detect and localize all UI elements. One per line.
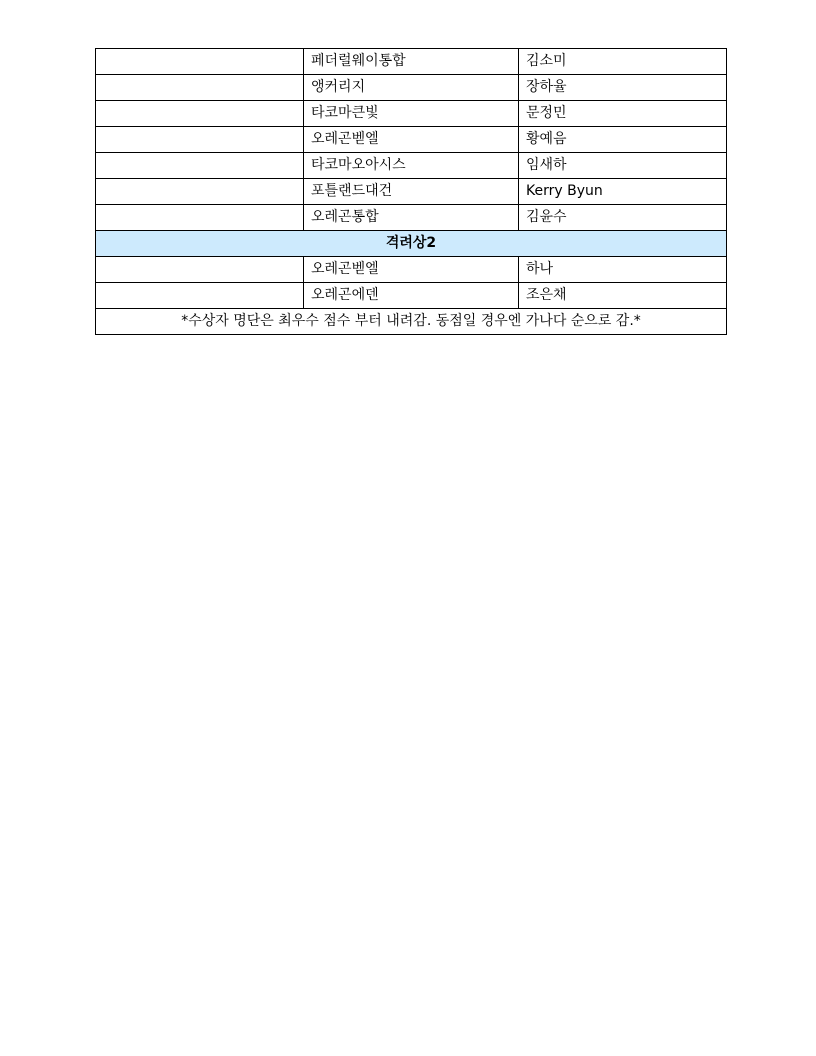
name-cell: 황예음 xyxy=(519,127,727,153)
church-cell: 타코마오아시스 xyxy=(304,153,519,179)
table-row xyxy=(96,49,727,75)
table-row xyxy=(96,257,727,283)
name-cell: Kerry Byun xyxy=(519,179,727,205)
award-cell xyxy=(96,127,304,153)
name-cell: 하나 xyxy=(519,257,727,283)
church-cell: 포틀랜드대건 xyxy=(304,179,519,205)
award-cell xyxy=(96,257,304,283)
award-cell xyxy=(96,283,304,309)
name-cell: 김소미 xyxy=(519,49,727,75)
award-cell xyxy=(96,153,304,179)
section-header-row xyxy=(96,231,727,257)
name-cell: 문정민 xyxy=(519,101,727,127)
church-cell: 오레곤벧엘 xyxy=(304,127,519,153)
church-cell: 페더럴웨이통합 xyxy=(304,49,519,75)
footnote-text: *수상자 명단은 최우수 점수 부터 내려감. 동점일 경우엔 가나다 순으로 감.* xyxy=(96,309,727,335)
church-cell: 오레곤에덴 xyxy=(304,283,519,309)
name-cell: 조은채 xyxy=(519,283,727,309)
table-row xyxy=(96,127,727,153)
section-title: 격려상2 xyxy=(96,231,727,257)
footnote-row xyxy=(96,309,727,335)
name-cell: 임새하 xyxy=(519,153,727,179)
name-cell: 장하율 xyxy=(519,75,727,101)
table-row xyxy=(96,179,727,205)
table-row xyxy=(96,283,727,309)
table-row xyxy=(96,75,727,101)
award-cell xyxy=(96,205,304,231)
table-row xyxy=(96,101,727,127)
awards-table xyxy=(95,48,727,335)
award-cell xyxy=(96,75,304,101)
name-cell: 김윤수 xyxy=(519,205,727,231)
church-cell: 앵커리지 xyxy=(304,75,519,101)
church-cell: 오레곤통합 xyxy=(304,205,519,231)
table-row xyxy=(96,205,727,231)
church-cell: 타코마큰빛 xyxy=(304,101,519,127)
table-row xyxy=(96,153,727,179)
church-cell: 오레곤벧엘 xyxy=(304,257,519,283)
award-cell xyxy=(96,101,304,127)
award-cell xyxy=(96,49,304,75)
award-cell xyxy=(96,179,304,205)
